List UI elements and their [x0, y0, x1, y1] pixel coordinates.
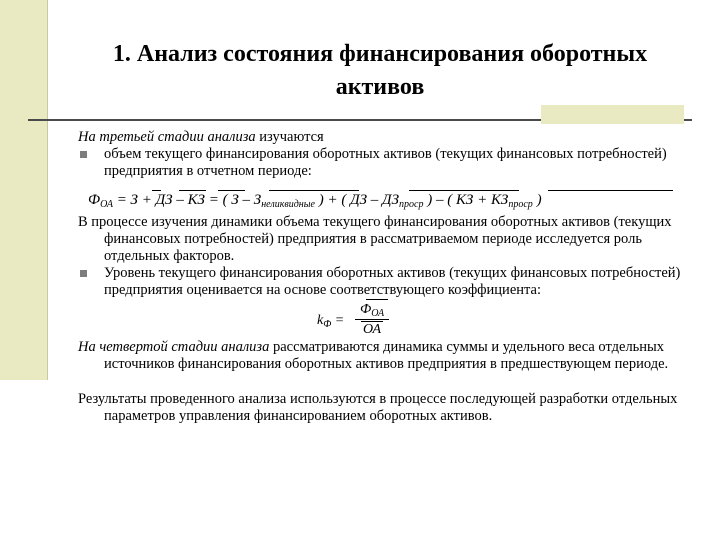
- bullet-item-1: [78, 146, 690, 180]
- fraction-denominator: ОА: [363, 322, 381, 337]
- overline-dz-overdue: [409, 190, 519, 191]
- stage4-italic: На четвертой стадии анализа: [78, 339, 270, 355]
- bullet-1-text: объем текущего финансирования оборотных активов (текущих финансовых потребностей) предприятия в отчетном периоде:: [104, 146, 667, 179]
- paragraph-results: Результаты проведенного анализа используются в процессе последующей разработки отдельных параметров управления финансированием оборотных активов.: [78, 391, 678, 424]
- paragraph-stage3: [78, 129, 690, 146]
- decorative-box: [541, 105, 684, 124]
- formula-coefficient: [78, 299, 690, 339]
- decorative-sidebar: [0, 0, 47, 380]
- paragraph-dynamics: В процессе изучения динамики объема текущего финансирования оборотных активов (текущих финансовых потребностей) предприятия в рассматриваемом периоде исследуется роль отдельных факторов.: [78, 214, 672, 264]
- slide-content: [78, 129, 690, 425]
- overline-z: [152, 190, 161, 191]
- coefficient-lhs: $k_Ф$ =: [317, 313, 345, 330]
- overline-kz: [218, 190, 245, 191]
- overline-numerator: [366, 299, 388, 300]
- formula-1-line: $Ф_{ОА} = З$ + ДЗ – КЗ = ( З – $З_{неликвидные}$ ) + ( ДЗ – $ДЗ_{просp}$ ) – ( КЗ + $КЗ_{просp}$ ): [88, 192, 542, 210]
- stage3-rest: изучаются: [255, 129, 324, 145]
- bullet-2-text: Уровень текущего финансирования оборотных активов (текущих финансовых потребностей) предприятия оценивается на основе соответствующего коэффициента:: [104, 265, 681, 298]
- slide-title: 1. Анализ состояния финансирования оборотных активов: [112, 41, 648, 100]
- sidebar-edge: [47, 0, 48, 380]
- fraction-numerator: $Ф_{ОА}$: [359, 302, 385, 319]
- overline-z-illiquid: [269, 190, 359, 191]
- overline-kz-overdue: [548, 190, 673, 191]
- overline-dz: [179, 190, 206, 191]
- square-bullet-icon: [80, 151, 87, 158]
- stage4-rest: рассматриваются динамика суммы и удельного веса отдельных источников финансирования оборотных активов предприятия в предшествующем периоде.: [104, 339, 669, 372]
- square-bullet-icon: [80, 270, 87, 277]
- bullet-item-2: [78, 265, 690, 299]
- stage3-italic: На третьей стадии анализа: [78, 129, 256, 145]
- formula-current-financing: [88, 180, 690, 214]
- paragraph-stage4: [78, 339, 690, 373]
- fraction-bar: [355, 319, 389, 320]
